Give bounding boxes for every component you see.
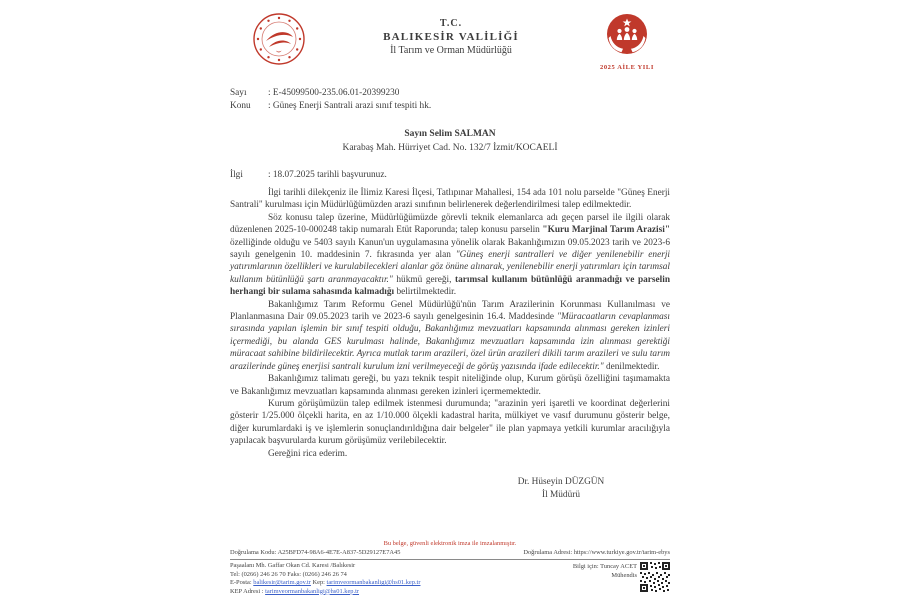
paragraph-closing: Gereğini rica ederim.	[268, 448, 348, 459]
letter-content	[230, 0, 670, 600]
ministry-seal-logo	[230, 12, 314, 71]
p2-text2: özelliğinde olduğu ve 5403 sayılı Kanun'un uygulamasına yönelik olarak Bakanlığımızın 09.05.2023 tarih ve 2023-6 sayılı genelgenin 10. maddesinin 7. fıkrasında yer alan	[230, 237, 670, 261]
verification-row	[230, 549, 670, 560]
family-year-logo	[588, 12, 670, 71]
ministry-seal-icon	[252, 12, 306, 71]
family-year-caption: 2025 AİLE YILI	[599, 64, 655, 71]
sayi-label: Sayı	[230, 88, 247, 98]
office-address: Paşaalanı Mh. Gaffar Okan Cd. Karesi /Balıkesir	[230, 562, 356, 570]
family-year-icon	[604, 12, 650, 63]
qr-code	[640, 562, 670, 592]
office-contact-block	[230, 562, 420, 596]
signer-name: Dr. Hüseyin DÜZGÜN	[517, 476, 605, 487]
paragraph-2	[230, 212, 670, 299]
kep-link[interactable]: tarimveormanbakanligi@hs01.kep.tr	[326, 579, 421, 587]
ilgi-label: İlgi	[230, 170, 243, 180]
footer-columns	[230, 560, 670, 596]
letter-header	[230, 12, 670, 71]
p3-text: Bakanlığımız Tarım Reformu Genel Müdürlüğü'nün Tarım Arazilerinin Korunması Kullanılması ve Planlanmasına Dair 09.05.2023 tarih ve 2023-6 sayılı genelgesinin 16.4. Maddesinde	[230, 299, 670, 323]
kep-adresi-label: KEP Adresi :	[230, 587, 266, 595]
p2-bold-kuru-marjinal: "Kuru Marjinal Tarım Arazisi"	[542, 225, 670, 236]
office-email-line	[230, 579, 420, 587]
sayi-row	[230, 87, 670, 100]
verification-code: Doğrulama Kodu: A25BFD74-98A6-4E7E-A837-5D29127E7A45	[230, 548, 401, 556]
verification-address: Doğrulama Adresi: https://www.turkiye.gov.tr/tarim-ebys	[523, 548, 670, 556]
konu-row	[230, 100, 670, 113]
p2-text3: hükmü gereği,	[392, 274, 456, 285]
letterhead-tc: T.C.	[439, 18, 463, 29]
paragraph-3	[230, 299, 670, 373]
kep-address-line	[230, 588, 420, 596]
paragraph-5: Kurum görüşümüzün talep edilmek istenmesi durumunda; "arazinin yeri işaretli ve koordinat değerlerini gösterir 1/25.000 ölçekli harita, en az 1/10.000 ölçekli kadastral harita, mülkiyet ve vasıf durumunu gösterir belge, diğer kurumlardaki iş ve işlemlerin sonuçlandırıldığına dair belgeler" ile plan yapmaya yetkili kurumlar aracılığıyla yapılacak başvurularda kurum görüşümüz verilebilecektir.	[230, 398, 670, 447]
esign-notice: Bu belge, güvenli elektronik imza ile imzalanmıştır.	[383, 539, 517, 547]
document-meta	[230, 87, 670, 113]
letterhead-title	[314, 12, 588, 56]
office-phone: Tel: (0266) 246 26 70 Faks: (0266) 246 26 74	[230, 570, 347, 578]
contact-person-name: Bilgi için: Tuncay ACET	[572, 563, 637, 571]
p2-text: Söz konusu talep üzerine, Müdürlüğümüzde görevli teknik elemanlarca adı geçen parsel ile ilgili olarak düzenlenen 2025-10-000248 takip numaralı Etüt Raporunda; talep konusu parselin	[230, 212, 670, 236]
eposta-link[interactable]: balikesir@tarim.gov.tr	[253, 579, 311, 587]
recipient-address: Karabaş Mah. Hürriyet Cad. No. 132/7 İzmit/KOCAELİ	[342, 143, 558, 153]
letterhead-directorate: İl Tarım ve Orman Müdürlüğü	[390, 45, 512, 56]
p3-quoted-clause: "Müracaatların cevaplanması sırasında yapılan işlemin bir sınıf tespiti olduğu, Bakanlığımız mevzuatları kapsamında alınması gereken izinleri içermediği, bu alanda GES kurulması halinde, Bakanlığımız mevzuatları kapsamında izin alınması gerektiği müracaat sahibine bildirilecektir. Ayrıca mutlak tarım arazileri, özel ürün arazileri dikili tarım arazileri ve sulu tarım arazilerinde güneş enerjisi santrali kurulum izni verilmeyeceği de görüş yazısında ifade edilecektir."	[230, 312, 670, 372]
kep-adresi-link[interactable]: tarimveormanbakanligi@hs01.kep.tr	[265, 587, 360, 595]
letter-footer	[230, 540, 670, 596]
paragraph-1: İlgi tarihli dilekçeniz ile İlimiz Karesi İlçesi, Tatlıpınar Mahallesi, 154 ada 101 nolu parselde "Güneş Enerji Santrali" kurulması için Müdürlüğümüzden arazi sınıfının belirlenerek değerlendirilmesi talep edilmektedir.	[230, 188, 670, 211]
paragraph-4: Bakanlığımız talimatı gereği, bu yazı teknik tespit niteliğinde olup, Kurum görüşü özelliğini taşımamakta ve Bakanlığımız mevzuatları kapsamında alınması gereken izinleri içermemektedir.	[230, 374, 670, 397]
contact-person-title: Mühendis	[611, 571, 637, 579]
ilgi-value: : 18.07.2025 tarihli başvurunuz.	[268, 170, 387, 180]
p2-bold-conclusion: tarımsal kullanım bütünlüğü aranmadığı ve parselin herhangi bir sulama sahasında kalmadığı	[230, 274, 670, 298]
p3-text2: denilmektedir.	[603, 361, 660, 372]
recipient-name: Sayın Selim SALMAN	[404, 129, 496, 139]
letter-body	[230, 187, 670, 460]
signer-title: İl Müdürü	[542, 489, 580, 500]
letterhead-governorship: BALIKESİR VALİLİĞİ	[383, 31, 519, 43]
recipient-block	[230, 127, 670, 155]
ilgi-row	[230, 169, 670, 182]
sayi-value: : E-45099500-235.06.01-20399230	[268, 88, 400, 98]
signature-block	[476, 476, 646, 502]
konu-label: Konu	[230, 101, 251, 111]
kep-label: Kep:	[310, 579, 327, 587]
eposta-label: E-Posta:	[230, 579, 254, 587]
p2-text4: belirtilmektedir.	[394, 287, 457, 298]
p2-quoted-clause: "Güneş enerji santralleri ve diğer yenilenebilir enerji yatırımlarının özellikleri ve kurulabilecekleri alanlar göz önüne alınarak, yenilenebilir enerji yatırımları için tarımsal kullanım bütünlüğü şartı aranmayacaktır."	[230, 250, 670, 285]
info-contact-block	[573, 562, 670, 596]
contact-person	[573, 562, 637, 580]
konu-value: : Güneş Enerji Santrali arazi sınıf tespiti hk.	[268, 101, 432, 111]
